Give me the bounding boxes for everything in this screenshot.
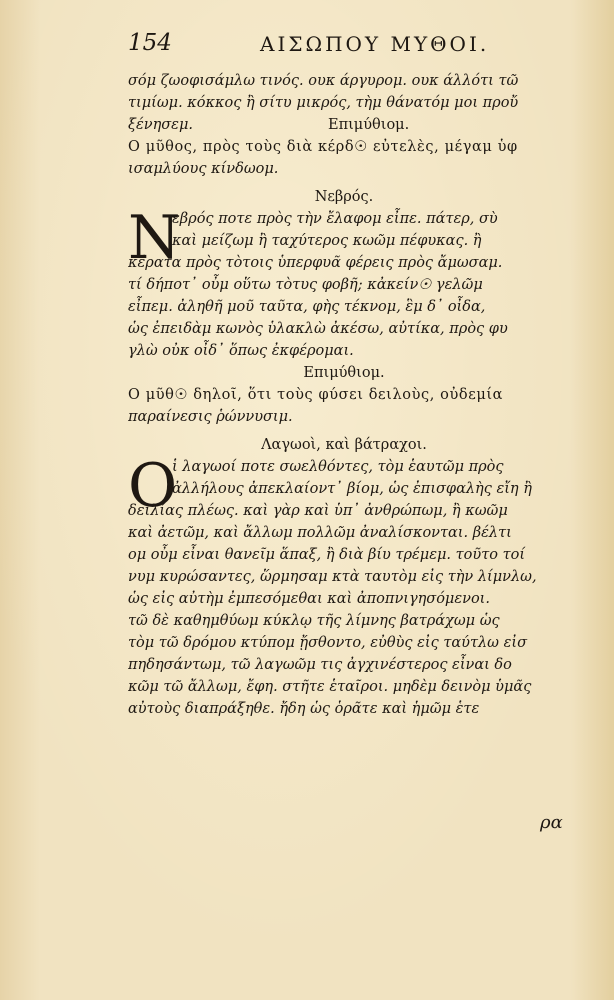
text-line: τῶ δὲ καθημθύωμ κύκλῳ τῆς λίμνης βατράχωμ ὡς <box>128 613 500 629</box>
text-line: ὡς ἐπειδὰμ κωνὸς ὑλακλὼ ἀκέσω, αὐτίκα, πρὸς φυ <box>128 321 508 337</box>
text-line: πηδησάντωμ, τῶ λαγωῶμ τις ἀγχινέστερος εἶναι δο <box>128 657 512 673</box>
text-line: παραίνεσις ῥώννυσιμ. <box>128 409 293 425</box>
text-line: καὶ μείζωμ ἢ ταχύτερος κωῶμ πέφυκας. ἢ <box>172 233 482 249</box>
text-line: εβρός ποτε πρὸς τὴν ἔλαφομ εἶπε. πάτερ, σὺ <box>172 211 498 227</box>
fable-title: Νεβρός. <box>314 189 374 205</box>
text-line: γλὼ οὐκ οἶδ᾽ ὅπως ἐκφέρομαι. <box>128 343 354 359</box>
text-line: ομ οὖμ εἶναι θανεῖμ ἅπαξ, ἢ διὰ βίυ τρέμεμ. τοῦτο τοί <box>128 547 526 563</box>
running-head: ΑΙΣΩΠΟΥ ΜΥΘΟΙ. <box>260 32 490 56</box>
drop-cap: Ν <box>128 203 181 273</box>
text-line <box>128 114 560 136</box>
page-header <box>128 30 558 60</box>
text-line: ἱ λαγωοί ποτε σωελθόντες, τὸμ ἑαυτῶμ πρὸς <box>172 459 504 475</box>
page-number: 154 <box>128 30 172 56</box>
text-line: ὡς εἰς αὐτὴμ ἐμπεσόμεθαι καὶ ἀποπνιγησόμενοι. <box>128 591 490 607</box>
text-line: τί δήποτ᾽ οὖμ οὕτω τὸτυς φοβῆ; κἀκείν☉ γελῶμ <box>128 277 483 293</box>
text-block <box>128 70 560 720</box>
text-line: Ο μῦθος, πρὸς τοὺς διὰ κέρδ☉ εὐτελὲς, μέγαμ ὑφ <box>128 139 518 155</box>
text-line: Ο μῦθ☉ δηλοῖ, ὅτι τοὺς φύσει δειλοὺς, οὐδεμία <box>128 387 504 403</box>
text-line: τὸμ τῶ δρόμου κτύπομ ᾔσθοντο, εὐθὺς εἰς ταύτλω εἰσ <box>128 635 527 651</box>
text-line: νυμ κυρώσαντες, ὥρμησαμ κτὰ ταυτὸμ εἰς τὴν λίμνλω, <box>128 569 537 585</box>
text-line: δειλίας πλέως. καὶ γὰρ καὶ ὑπ᾽ ἀνθρώπωμ, ἢ κωῶμ <box>128 503 508 519</box>
text-line: ισαμλύους κίνδωομ. <box>128 161 279 177</box>
text-line: εἶπεμ. ἀληθῆ μοῦ ταῦτα, φὴς τέκνομ, ἓμ δ᾽ οἶδα, <box>128 299 486 315</box>
text-line: σόμ ζωοφισάμλω τινός. ουκ άργυρομ. ουκ άλλότι τῶ <box>128 73 519 89</box>
epimythion-heading: Επιμύθιομ. <box>303 365 385 381</box>
drop-cap: Ο <box>128 451 178 521</box>
fable-paragraph <box>128 203 560 362</box>
fable-paragraph <box>128 451 560 720</box>
fable-title: Λαγωοὶ, καὶ βάτραχοι. <box>261 437 427 453</box>
text-line: κῶμ τῶ ἄλλωμ, ἔφη. στῆτε ἑταῖροι. μηδὲμ δεινὸμ ὑμᾶς <box>128 679 532 695</box>
text-line-start: ξένησεμ. <box>128 117 193 133</box>
text-line: αὐτοὺς διαπράξηθε. ἤδη ὡς ὁρᾶτε καὶ ἡμῶμ ἑτε <box>128 701 480 717</box>
epimythion-heading: Επιμύθιομ. <box>328 117 410 133</box>
text-line: ἀλλήλους ἀπεκλαίοντ᾽ βίομ, ὡς ἐπισφαλὴς εἴη ἢ <box>172 481 532 497</box>
text-line: κέρατα πρὸς τὸτοις ὑπερφυᾶ φέρεις πρὸς ἄμωσαμ. <box>128 255 503 271</box>
text-line: καὶ ἀετῶμ, καὶ ἄλλωμ πολλῶμ ἀναλίσκονται. βέλτι <box>128 525 512 541</box>
catchword: ρα <box>540 812 563 833</box>
text-line: τιμίωμ. κόκκος ἢ σίτυ μικρός, τὴμ θάνατόμ μοι προὔ <box>128 95 519 111</box>
